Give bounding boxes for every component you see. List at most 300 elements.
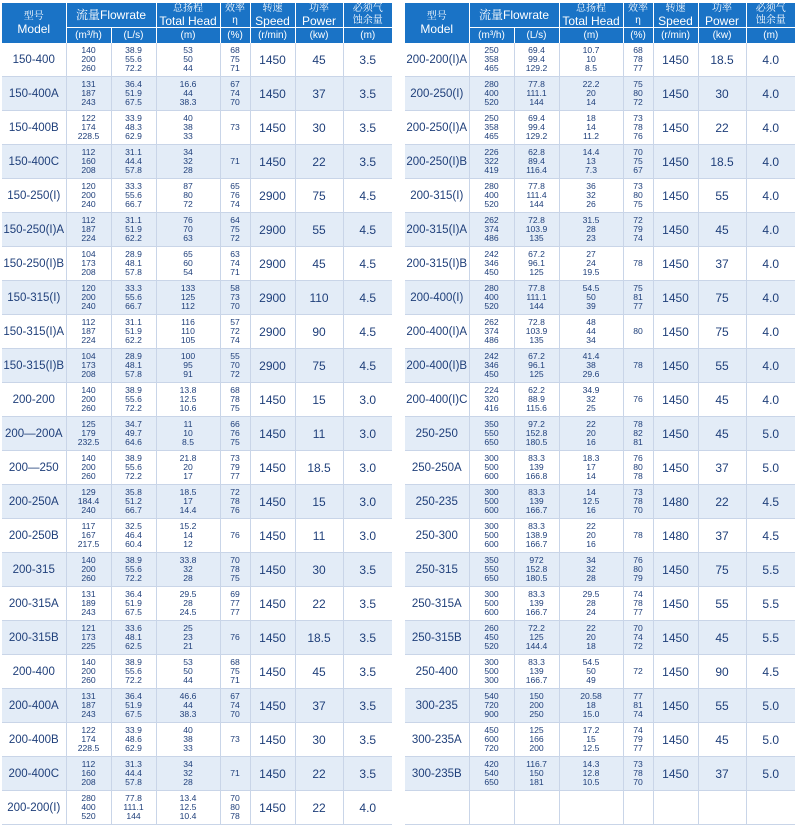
flow-m3h-cell [66,213,111,247]
npsh-cell: 4.0 [343,791,392,825]
cell-value: 140 [81,656,96,667]
cell-value: 33.8 [179,554,197,565]
cell-value: 70 [230,554,240,565]
cell-value: 73 [633,486,643,497]
cell-value: 77 [633,743,643,754]
efficiency-cell [220,655,250,689]
cell-value: 55.6 [125,189,142,200]
cell-value: 76 [230,529,240,540]
head-cell [156,791,220,825]
efficiency-cell [623,145,653,179]
table-row [405,213,795,247]
eff-unit: (%) [623,28,653,44]
cell-value: 260 [484,622,499,633]
cell-value: 66 [230,418,240,429]
cell-value: 181 [529,777,544,788]
cell-value: 78 [633,767,643,778]
power-cell: 37 [295,689,343,723]
cell-value: 300 [484,520,499,531]
power-cell: 75 [295,349,343,383]
cell-value: 135 [529,233,544,244]
cell-value: 240 [81,505,96,516]
cell-value: 129 [81,486,96,497]
flow-ls-cell [111,417,156,451]
table-row [405,621,795,655]
cell-value: 200 [529,699,544,710]
cell-value: 125 [180,291,196,302]
cell-value: 32.5 [125,520,142,531]
cell-value: 69 [230,588,240,599]
cell-value: 242 [484,350,499,361]
model-cell: 300-235B [405,757,469,791]
model-cell: 250-315A [405,587,469,621]
cell-value: 33.9 [125,112,142,123]
cell-value: 68 [230,656,240,667]
efficiency-cell [220,247,250,281]
cell-value: 55.6 [125,393,142,404]
speed-cell: 1450 [653,417,698,451]
cell-value: 28 [586,573,596,584]
flow-ls-cell [111,77,156,111]
cell-value: 125 [529,369,544,380]
cell-value: 10.6 [179,403,197,414]
cell-value: 60 [183,257,193,268]
efficiency-cell [623,587,653,621]
speed-cell: 2900 [250,213,295,247]
efficiency-cell [220,451,250,485]
table-row [2,791,392,825]
model-cell: 150-250(I) [2,179,66,213]
cell-value: 224 [484,384,499,395]
cell-value: 65 [183,248,193,259]
cell-value: 200 [81,53,96,64]
cell-value: 28 [183,165,193,176]
cell-value: 129.2 [525,131,548,142]
cell-value: 38 [586,359,596,370]
cell-value: 243 [81,97,96,108]
cell-value: 70 [230,792,240,803]
npsh-header: 必须气 蚀余量 [343,3,392,28]
cell-value: 73 [230,291,240,302]
flow-m3h-cell [66,145,111,179]
table-row [2,655,392,689]
head-unit: (m) [559,28,623,44]
cell-value: 69.4 [528,44,545,55]
cell-value: 78 [230,495,240,506]
power-header: 功率 Power [295,3,343,28]
efficiency-cell [220,179,250,213]
power-cell: 37 [295,77,343,111]
cell-value: 72 [633,665,643,676]
cell-value: 71 [230,767,240,778]
cell-value: 48.1 [125,359,142,370]
head-cell [559,417,623,451]
cell-value: 44 [183,63,193,74]
cell-value: 70 [633,146,643,157]
npsh-cell: 3.5 [343,77,392,111]
npsh-cell: 4.5 [343,349,392,383]
npsh-cell: 4.0 [746,179,795,213]
cell-value: 58 [230,282,240,293]
cell-value: 18.3 [582,452,600,463]
cell-value: 83.3 [528,520,545,531]
table-row [405,315,795,349]
cell-value: 120 [81,180,96,191]
head-cell [156,723,220,757]
cell-value: 69.4 [528,112,545,123]
speed-cell: 1450 [653,349,698,383]
flow-m3h-cell [66,43,111,77]
cell-value: 33.6 [125,622,142,633]
cell-value: 17 [586,461,596,472]
cell-value: 180.5 [525,437,548,448]
cell-value: 77.8 [125,792,142,803]
cell-value: 500 [484,665,499,676]
efficiency-cell [623,791,653,825]
npsh-cell: 3.5 [343,145,392,179]
cell-value: 67.2 [528,350,545,361]
flow-m3h-cell [66,689,111,723]
speed-cell: 1450 [653,77,698,111]
cell-value: 400 [81,801,96,812]
power-cell: 45 [295,43,343,77]
cell-value: 300 [484,656,499,667]
cell-value: 14 [586,121,596,132]
cell-value: 78 [633,53,643,64]
cell-value: 77 [230,471,240,482]
cell-value: 12.5 [179,801,197,812]
npsh-cell: 5.0 [746,417,795,451]
table-row [2,247,392,281]
power-cell: 18.5 [698,145,746,179]
cell-value: 76 [183,214,193,225]
flow-ls-cell [514,349,559,383]
cell-value: 228.5 [77,743,100,754]
cell-value: 88.9 [528,393,545,404]
cell-value: 450 [484,631,499,642]
npsh-header: 必须气 蚀余量 [746,3,795,28]
cell-value: 20.58 [580,690,602,701]
cell-value: 75 [230,437,240,448]
pump-spec-table-right [405,3,795,825]
cell-value: 64.6 [125,437,142,448]
cell-value: 166 [529,733,544,744]
power-cell: 30 [295,111,343,145]
cell-value: 70 [633,505,643,516]
model-cell: 250-315B [405,621,469,655]
power-cell: 22 [295,791,343,825]
cell-value: 48.6 [125,733,142,744]
cell-value: 70 [633,777,643,788]
speed-cell: 2900 [250,281,295,315]
head-cell [156,587,220,621]
cell-value: 600 [484,607,499,618]
speed-cell: 2900 [250,349,295,383]
power-cell: 22 [295,587,343,621]
cell-value: 133 [180,282,196,293]
cell-value: 36 [586,180,596,191]
cell-value: 224 [81,335,96,346]
cell-value: 22 [586,622,596,633]
power-cell: 30 [698,77,746,111]
cell-value: 139 [529,665,544,676]
cell-value: 73 [230,733,240,744]
head-cell [559,179,623,213]
cell-value: 140 [81,44,96,55]
cell-value: 111.1 [526,87,547,98]
flow-ls-cell [111,655,156,689]
npsh-cell [746,791,795,825]
npsh-cell: 4.0 [746,43,795,77]
total-head-header: 总扬程 Total Head [156,3,220,28]
cell-value: 31.1 [125,316,142,327]
cell-value: 187 [81,87,96,98]
head-cell [156,621,220,655]
model-cell: 150-315(I) [2,281,66,315]
cell-value: 465 [484,131,499,142]
flow-ls-cell [514,383,559,417]
cell-value: 131 [81,690,96,701]
cell-value: 520 [484,301,499,312]
cell-value: 260 [81,471,96,482]
model-cell: 300-235A [405,723,469,757]
cell-value: 450 [484,369,499,380]
model-cell: 200-400B [2,723,66,757]
speed-unit: (r/min) [250,28,295,44]
flow-m3h-cell [66,417,111,451]
cell-value: 200 [81,291,96,302]
cell-value: 73 [633,180,643,191]
pump-spec-table-left [2,3,392,825]
model-cell: 300-235 [405,689,469,723]
flow-ls-cell [514,247,559,281]
head-cell [156,757,220,791]
head-cell [559,757,623,791]
npsh-cell: 3.5 [343,553,392,587]
npsh-cell: 5.0 [746,723,795,757]
cell-value: 116 [181,316,195,327]
head-cell [156,247,220,281]
cell-value: 103.9 [525,325,548,336]
head-cell [559,553,623,587]
efficiency-cell [623,485,653,519]
flow-ls-cell [514,111,559,145]
cell-value: 55.6 [125,563,142,574]
cell-value: 103.9 [525,223,548,234]
flow-m3h-cell [66,655,111,689]
cell-value: 25 [183,622,193,633]
cell-value: 75 [633,78,643,89]
cell-value: 600 [484,539,499,550]
flow-m3h-cell [469,247,514,281]
cell-value: 280 [484,180,499,191]
npsh-cell: 4.5 [746,519,795,553]
cell-value: 12.5 [582,495,600,506]
cell-value: 38 [183,733,193,744]
cell-value: 160 [81,767,96,778]
model-cell: 200-315B [2,621,66,655]
cell-value: 33.3 [125,180,142,191]
cell-value: 57.8 [125,369,142,380]
cell-value: 105 [180,335,196,346]
head-cell [156,485,220,519]
cell-value: 10 [183,427,193,438]
cell-value: 540 [484,767,499,778]
cell-value: 72.8 [528,214,545,225]
cell-value: 10 [586,53,596,64]
cell-value: 78 [633,495,643,506]
cell-value: 72 [633,641,643,652]
cell-value: 208 [81,267,96,278]
power-cell: 18.5 [295,621,343,655]
flow-ls-cell [111,587,156,621]
efficiency-header: 效率 η [220,3,250,28]
power-cell: 55 [698,689,746,723]
cell-value: 600 [484,733,499,744]
eff-unit: (%) [220,28,250,44]
cell-value: 70 [633,622,643,633]
cell-value: 21 [183,641,193,652]
cell-value: 99.4 [528,121,545,132]
flow-ls-cell [111,553,156,587]
cell-value: 33.3 [125,282,142,293]
cell-value: 76 [230,427,240,438]
cell-value: 72.2 [125,675,142,686]
cell-value: 34.9 [582,384,600,395]
efficiency-cell [623,179,653,213]
cell-value: 46.4 [125,529,142,540]
efficiency-cell [623,723,653,757]
flow-m3h-cell [469,791,514,825]
speed-cell: 1450 [653,43,698,77]
cell-value: 73 [633,112,643,123]
flow-ls-cell [514,315,559,349]
cell-value: 73 [633,758,643,769]
model-cell: 200-315A [2,587,66,621]
cell-value: 121 [81,622,96,633]
cell-value: 520 [484,641,499,652]
model-cell: 200-400(I)C [405,383,469,417]
cell-value: 22 [586,418,596,429]
power-cell: 55 [698,179,746,213]
power-cell: 45 [698,417,746,451]
efficiency-cell [623,757,653,791]
speed-cell: 1450 [250,689,295,723]
cell-value: 23 [183,631,193,642]
npsh-cell: 3.5 [343,111,392,145]
flow-m3h-cell [469,587,514,621]
power-cell: 55 [295,213,343,247]
flow-m3h-cell [66,519,111,553]
speed-cell: 1450 [653,111,698,145]
efficiency-cell [220,43,250,77]
head-cell [559,281,623,315]
cell-value: 225 [81,641,96,652]
head-cell [559,451,623,485]
cell-value: 44 [183,675,193,686]
cell-value: 200 [81,563,96,574]
cell-value: 78 [633,121,643,132]
cell-value: 31.1 [125,214,142,225]
cell-value: 650 [484,573,499,584]
npsh-cell: 4.5 [343,179,392,213]
table-row [405,281,795,315]
cell-value: 77 [230,597,240,608]
model-cell: 200-315(I)A [405,213,469,247]
model-cell: 200-250(I)B [405,145,469,179]
cell-value: 14.4 [179,505,197,516]
efficiency-cell [623,281,653,315]
cell-value: 77.8 [528,180,545,191]
cell-value: 500 [484,461,499,472]
flow-m3h-cell [469,757,514,791]
cell-value: 27 [586,248,596,259]
efficiency-cell [623,417,653,451]
cell-value: 500 [484,597,499,608]
cell-value: 81 [633,291,643,302]
cell-value: 51.2 [125,495,142,506]
cell-value: 500 [484,529,499,540]
cell-value: 15 [586,733,596,744]
cell-value: 224 [81,233,96,244]
model-cell: 150-400C [2,145,66,179]
cell-value: 14 [183,529,193,540]
cell-value: 57.8 [125,165,142,176]
speed-cell: 1450 [653,655,698,689]
model-cell: 200-400A [2,689,66,723]
efficiency-cell [220,689,250,723]
cell-value: 77 [633,690,643,701]
cell-value: 71 [230,267,240,278]
flow-m3h-cell [66,621,111,655]
npsh-cell: 4.0 [746,281,795,315]
cell-value: 53 [183,44,193,55]
cell-value: 200 [81,189,96,200]
cell-value: 15.2 [179,520,197,531]
table-row [405,43,795,77]
cell-value: 972 [529,554,544,565]
flow-ls-cell [514,417,559,451]
model-cell: 200-250(I) [405,77,469,111]
efficiency-header: 效率 η [623,3,653,28]
table-row [2,43,392,77]
table-row [405,689,795,723]
cell-value: 65 [230,180,240,191]
cell-value: 16 [586,437,596,448]
cell-value: 520 [484,97,499,108]
cell-value: 350 [484,418,499,429]
cell-value: 74 [633,233,643,244]
cell-value: 28 [183,573,193,584]
npsh-cell: 4.0 [746,111,795,145]
head-cell [559,111,623,145]
table-row [2,145,392,179]
cell-value: 48.3 [125,121,142,132]
head-cell [156,213,220,247]
npsh-cell: 4.0 [746,315,795,349]
npsh-cell: 4.5 [343,315,392,349]
cell-value: 18 [586,112,596,123]
table-row [2,689,392,723]
efficiency-cell [623,451,653,485]
head-cell [559,383,623,417]
cell-value: 72 [633,97,643,108]
cell-value: 520 [81,811,96,822]
cell-value: 71 [230,63,240,74]
cell-value: 187 [81,699,96,710]
cell-value: 125 [529,724,544,735]
table-body-right [405,43,795,825]
